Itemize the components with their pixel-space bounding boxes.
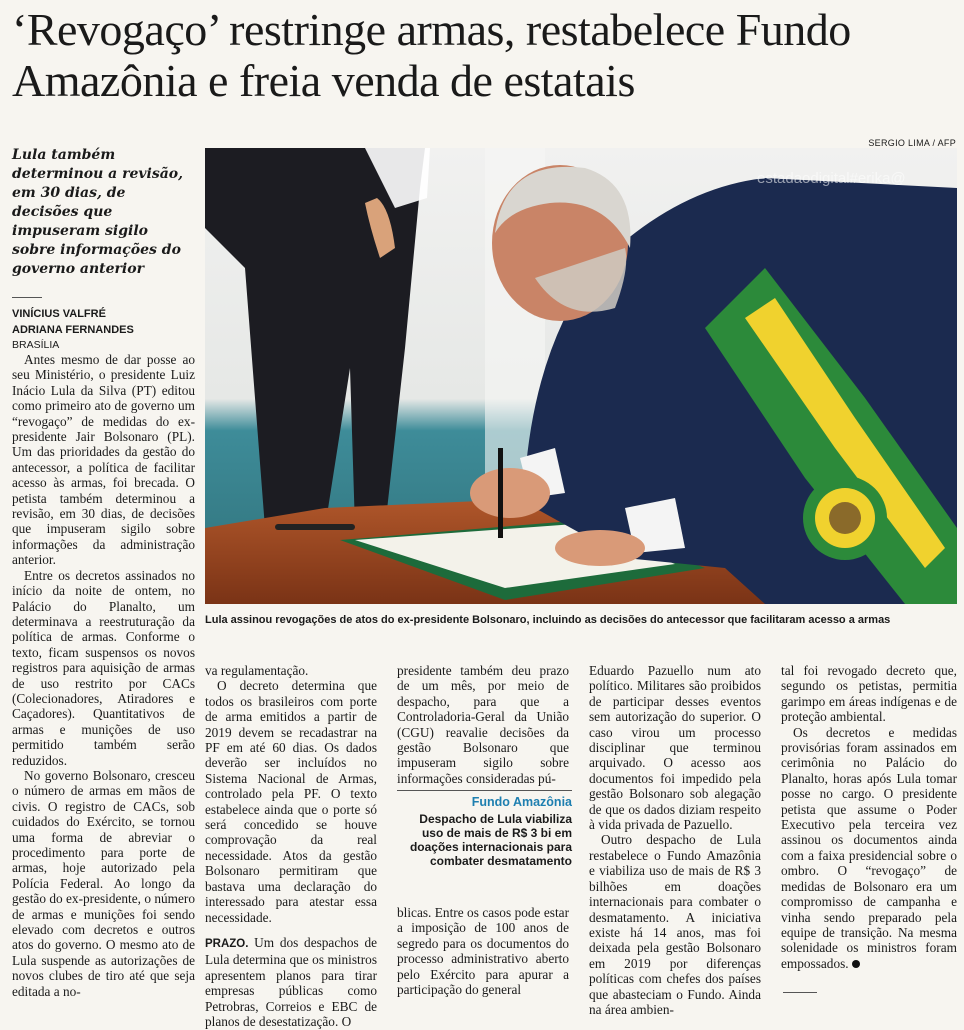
body-column-1 [12, 352, 195, 1027]
end-mark [852, 960, 860, 968]
photo-illustration [205, 148, 957, 604]
photo-credit: SERGIO LIMA / AFP [868, 138, 956, 148]
paragraph-text: Um dos despachos de Lula determina que os ministros apresentem planos para tirar empresas públicas como Petrobras, Correios e EBC de planos de desestatização. O [205, 934, 377, 1029]
photo-caption: Lula assinou revogações de atos do ex-presidente Bolsonaro, incluindo as decisões do antecessor que facilitaram acesso a armas [205, 614, 891, 626]
paragraph-continuation: blicas. Entre os casos pode estar a imposição de 100 anos de segredo para os documentos do processo administrativo aberto pelo Exército para apurar a participação do general [397, 905, 569, 998]
box-text: Despacho de Lula viabiliza uso de mais de R$ 3 bi em doações internacionais para combater desmatamento [409, 812, 572, 868]
section-lead: PRAZO. [205, 937, 249, 950]
paragraph-continuation: va regulamentação. [205, 663, 309, 678]
paragraph-continuation: Eduardo Pazuello num ato político. Militares são proibidos de participar desses eventos sem autorização do superior. O caso virou um processo disciplinar que terminou arquivado. O acesso aos documentos foi impedido pela gestão Bolsonaro sob alegação de que os dados diziam respeito à vida privada de Pazuello. [589, 663, 761, 833]
byline-2: ADRIANA FERNANDES [12, 324, 134, 336]
headline: ‘Revogaço’ restringe armas, restabelece Fundo Amazônia e freia venda de estatais [12, 4, 851, 106]
paragraph: O decreto determina que todos os brasileiros com porte de arma emitidos a partir de 2019 devem se recadastrar na PF em até 60 dias. Os dados deverão ser incluídos no Sistema Nacional de Armas, controlado pela PF. O texto estabelece ainda que o porte só será concedido se houve comprovação da real necessidade. Atos da gestão Bolsonaro permitiram que bastava uma declaração do interessado para atestar essa necessidade. [205, 678, 377, 925]
paragraph-text: Os decretos e medidas provisórias foram assinados em cerimônia no Palácio do Planalto, horas após Lula tomar posse no cargo. O presidente petista que assume o Poder Executivo pela terceira vez assinou os documentos ainda com a faixa presidencial sobre o ombro. O “revogaço” de medidas de Bolsonaro era um compromisso de campanha e vinha sendo preparado pela equipe de transição. Na mesma solenidade os ministros foram empossados. [781, 724, 957, 971]
body-column-2 [205, 663, 377, 1027]
dateline-location: BRASÍLIA [12, 339, 60, 351]
paragraph: Antes mesmo de dar posse ao seu Ministério, o presidente Luiz Inácio Lula da Silva (PT) editou como primeiro ato de governo um “revogaço” de medidas do ex-presidente Jair Bolsonaro (PL). Um das prioridades da gestão do antecessor, a política de facilitar acesso às armas, foi brecada. O petista também determinou a revisão, em 30 dias, de decisões que impuseram sigilo sobre informações da administração anterior. [12, 352, 195, 568]
body-column-3-top [397, 663, 569, 786]
box-kicker: Fundo Amazônia [471, 795, 572, 809]
divider [12, 297, 42, 298]
paragraph: No governo Bolsonaro, cresceu o número de armas em mãos de civis. O registro de CACs, sob cuidados do Exército, se tornou uma forma de abreviar o procedimento para porte de armas, hoje autorizado pela Polícia Federal. Ao longo da gestão do ex-presidente, o número de armas e munições foi sendo elevado com decretos e outros atos do governo. O mesmo ato de Lula suspende as autorizações de novos clubes de tiro até que seja editada a no- [12, 767, 195, 999]
paragraph: Entre os decretos assinados no início da noite de ontem, no Palácio do Planalto, um determinava a reestruturação da política de armas. Conforme o texto, ficam suspensos os novos registros para aquisição de armas de uso restrito por CACs (Colecionadores, Atiradores e Caçadores). Quantitativos de armas e munições de uso permitido também serão reduzidos. [12, 567, 195, 768]
byline-1: VINÍCIUS VALFRÉ [12, 308, 106, 320]
subhead: Lula também determinou a revisão, em 30 dias, de decisões que impuseram sigilo sobre informações do governo anterior [12, 147, 183, 277]
body-column-5 [781, 663, 957, 983]
paragraph-continuation: tal foi revogado decreto que, segundo os petistas, permitia garimpo em áreas indígenas e de proteção ambiental. [781, 663, 957, 725]
body-column-3-bottom [397, 905, 569, 1027]
paragraph: Outro despacho de Lula restabelece o Fundo Amazônia e viabiliza uso de mais de R$ 3 bilhões em doações internacionais para combater o desmatamento. A iniciativa existe há 14 anos, mas foi deixada pela gestão Bolsonaro em 2019 por diferenças políticas com chefes dos países que abasteciam o Fundo. Ainda na área ambien- [589, 832, 761, 1017]
highlight-box [397, 790, 572, 868]
paragraph [205, 935, 377, 1029]
body-column-4 [589, 663, 761, 1027]
end-rule [783, 992, 817, 993]
paragraph-continuation: presidente também deu prazo de um mês, por meio de despacho, para que a Controladoria-Geral da União (CGU) reavalie decisões da gestão Bolsonaro que impuseram sigilo sobre informações consideradas pú- [397, 663, 569, 786]
news-photo [205, 148, 957, 604]
paragraph [781, 725, 957, 972]
watermark: estadaodigital#erika@ [757, 170, 906, 187]
sidebar [12, 146, 195, 353]
